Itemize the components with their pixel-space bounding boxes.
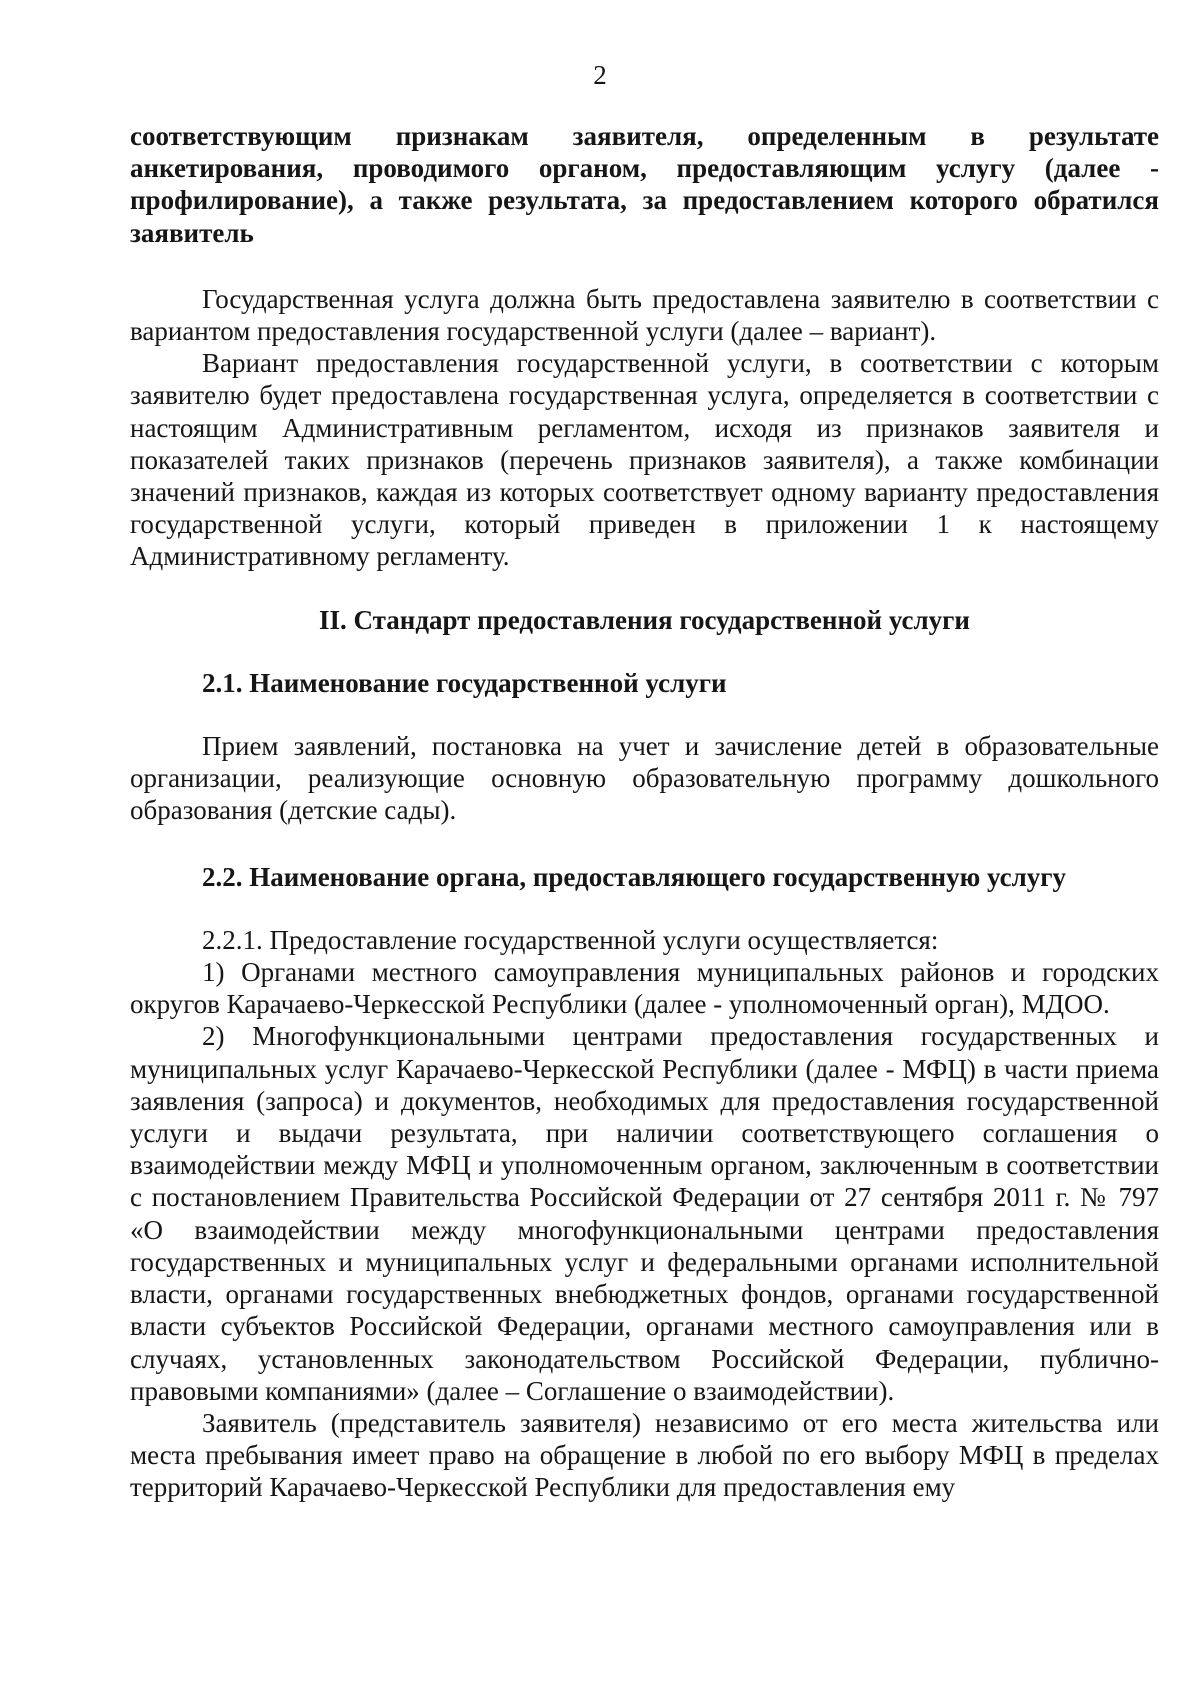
page-number: 2	[593, 60, 607, 90]
section-title: II. Стандарт предоставления государственной услуги	[319, 604, 970, 635]
subsection-2-1-text: Прием заявлений, постановка на учет и зачисление детей в образовательные организации, реализующие основную образовательную программу дошкольного образования (детские сады).	[130, 731, 1159, 826]
lead-heading: соответствующим признакам заявителя, определенным в результате анкетирования, проводимого органом, предоставляющим услугу (далее - профилирование), а также результата, за предоставлением которого обратился заявитель	[130, 121, 1159, 248]
paragraph-2-2-1: 2.2.1. Предоставление государственной услуги осуществляется:	[202, 924, 939, 955]
intro-paragraph-1: Государственная услуга должна быть предоставлена заявителю в соответствии с вариантом предоставления государственной услуги (далее – вариант).	[130, 283, 1159, 347]
intro-paragraph-2: Вариант предоставления государственной услуги, в соответствии с которым заявителю будет предоставлена государственная услуга, определяется в соответствии с настоящим Административным регламентом, исходя из признаков заявителя и показателей таких признаков (перечень признаков заявителя), а также комбинации значений признаков, каждая из которых соответствует одному варианту предоставления государственной услуги, который приведен в приложении 1 к настоящему Административному регламенту.	[130, 348, 1159, 572]
list-item-1: 1) Органами местного самоуправления муниципальных районов и городских округов Карачаево-Черкесской Республики (далее - уполномоченный орган), МДОО.	[130, 957, 1159, 1020]
subsection-2-2-title: 2.2. Наименование органа, предоставляющего государственную услугу	[202, 861, 1067, 892]
list-item-2: 2) Многофункциональными центрами предоставления государственных и муниципальных услуг Карачаево-Черкесской Республики (далее - МФЦ) в части приема заявления (запроса) и документов, необходимых для предоставления государственной услуги и выдачи результата, при наличии соответствующего соглашения о взаимодействии между МФЦ и уполномоченным органом, заключенным в соответствии с постановлением Правительства Российской Федерации от 27 сентября 2011 г. № 797 «О взаимодействии между многофункциональными центрами предоставления государственных и муниципальных услуг и федеральными органами исполнительной власти, органами государственных внебюджетных фондов, органами государственной власти субъектов Российской Федерации, органами местного самоуправления или в случаях, установленных законодательством Российской Федерации, публично-правовыми компаниями» (далее – Соглашение о взаимодействии).	[130, 1021, 1159, 1406]
document-body	[130, 120, 1159, 1504]
applicant-paragraph: Заявитель (представитель заявителя) независимо от его места жительства или места пребывания имеет право на обращение в любой по его выбору МФЦ в пределах территорий Карачаево-Черкесской Республики для предоставления ему	[130, 1407, 1159, 1503]
subsection-2-1-title: 2.1. Наименование государственной услуги	[202, 667, 727, 698]
